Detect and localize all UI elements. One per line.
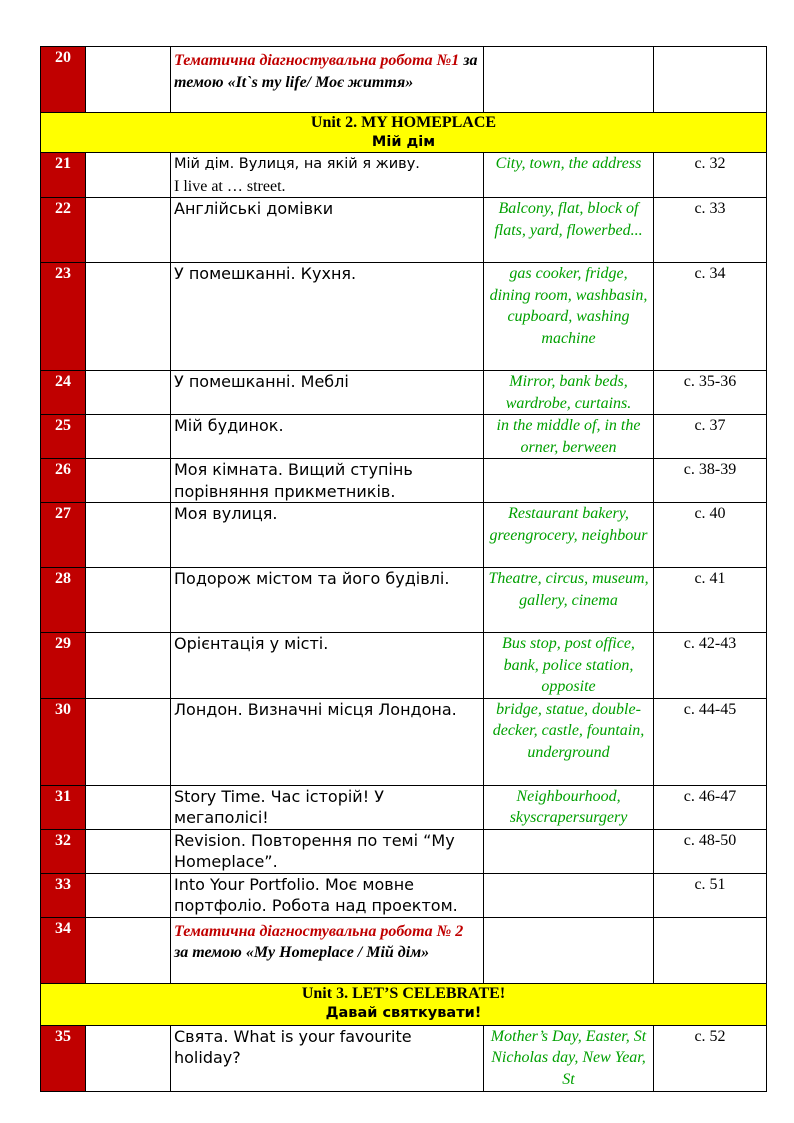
- table-row: [41, 785, 767, 829]
- unit-header: [41, 113, 767, 153]
- topic-cell: Подорож містом та його будівлі.: [171, 568, 484, 633]
- unit-title: Unit 2. MY HOMEPLACE: [310, 114, 497, 131]
- row-number: 31: [41, 785, 86, 829]
- unit-header-cell: [41, 113, 767, 153]
- diagnostic-label: Тематична діагностувальна робота № 2: [174, 922, 464, 940]
- empty-cell: [86, 785, 171, 829]
- row-number: 35: [41, 1025, 86, 1091]
- topic-text: Мій дім. Вулиця, на якій я живу.: [174, 156, 420, 172]
- empty-cell: [86, 873, 171, 917]
- row-number: 27: [41, 503, 86, 568]
- topic-text-line2: I live at … street.: [174, 177, 286, 195]
- empty-cell: [86, 371, 171, 415]
- page-ref: с. 42-43: [654, 633, 767, 699]
- page-ref: с. 37: [654, 415, 767, 459]
- diagnostic-topic: за темою «It`s my life/ Моє життя»: [174, 52, 478, 91]
- vocab-cell: Balcony, flat, block of flats, yard, flowerbed...: [484, 198, 654, 263]
- empty-cell: [86, 263, 171, 371]
- row-number: 21: [41, 153, 86, 198]
- page-ref: с. 44-45: [654, 698, 767, 785]
- vocab-cell: Neighbourhood, skyscrapersurgery: [484, 785, 654, 829]
- empty-cell: [86, 1025, 171, 1091]
- table-row: [41, 415, 767, 459]
- row-number: 33: [41, 873, 86, 917]
- table-row: [41, 1025, 767, 1091]
- topic-cell: [171, 153, 484, 198]
- row-number: 34: [41, 917, 86, 983]
- table-row: [41, 503, 767, 568]
- vocab-cell: City, town, the address: [484, 153, 654, 198]
- unit-header-cell: [41, 983, 767, 1025]
- vocab-cell: gas cooker, fridge, dining room, washbasin, cupboard, washing machine: [484, 263, 654, 371]
- page-ref: [654, 917, 767, 983]
- unit-title: Unit 3. LET’S CELEBRATE!: [301, 984, 506, 1002]
- vocab-cell: Theatre, circus, museum, gallery, cinema: [484, 568, 654, 633]
- page-ref: с. 38-39: [654, 459, 767, 503]
- vocab-cell: [484, 917, 654, 983]
- topic-cell: [171, 917, 484, 983]
- unit-subtitle: Давай святкувати!: [325, 1004, 482, 1021]
- table-row: [41, 829, 767, 873]
- vocab-cell: in the middle of, in the orner, berween: [484, 415, 654, 459]
- row-number: 28: [41, 568, 86, 633]
- table-row: [41, 873, 767, 917]
- row-number: 24: [41, 371, 86, 415]
- vocab-cell: Restaurant bakery, greengrocery, neighbour: [484, 503, 654, 568]
- page-ref: с. 48-50: [654, 829, 767, 873]
- row-number: 29: [41, 633, 86, 699]
- row-number: 30: [41, 698, 86, 785]
- diagnostic-label: Тематична діагностувальна робота №1: [174, 52, 460, 69]
- row-number: 32: [41, 829, 86, 873]
- vocab-cell: [484, 873, 654, 917]
- topic-cell: Лондон. Визначні місця Лондона.: [171, 698, 484, 785]
- unit-subtitle: Мій дім: [371, 134, 436, 150]
- topic-cell: Моя вулиця.: [171, 503, 484, 568]
- vocab-cell: [484, 829, 654, 873]
- empty-cell: [86, 698, 171, 785]
- table-row: [41, 153, 767, 198]
- page-ref: [654, 47, 767, 113]
- vocab-cell: Bus stop, post office, bank, police station, opposite: [484, 633, 654, 699]
- vocab-cell: bridge, statue, double-decker, castle, fountain, underground: [484, 698, 654, 785]
- page-ref: с. 35-36: [654, 371, 767, 415]
- page-ref: с. 41: [654, 568, 767, 633]
- topic-cell: Англійські домівки: [171, 198, 484, 263]
- row-number: 20: [41, 47, 86, 113]
- table-row: [41, 47, 767, 113]
- lesson-plan-table: [40, 46, 767, 1092]
- table-row: [41, 698, 767, 785]
- empty-cell: [86, 917, 171, 983]
- topic-cell: Revision. Повторення по темі “My Homeplace”.: [171, 829, 484, 873]
- table-row: [41, 263, 767, 371]
- page-ref: с. 32: [654, 153, 767, 198]
- row-number: 25: [41, 415, 86, 459]
- vocab-cell: [484, 459, 654, 503]
- topic-cell: Into Your Portfolio. Моє мовне портфоліо. Робота над проектом.: [171, 873, 484, 917]
- row-number: 23: [41, 263, 86, 371]
- topic-cell: Моя кімната. Вищий ступінь порівняння прикметників.: [171, 459, 484, 503]
- diagnostic-topic: за темою «My Homeplace / Мій дім»: [174, 944, 430, 961]
- vocab-cell: Mirror, bank beds, wardrobe, curtains.: [484, 371, 654, 415]
- page-ref: с. 51: [654, 873, 767, 917]
- topic-cell: [171, 47, 484, 113]
- empty-cell: [86, 198, 171, 263]
- page-ref: с. 33: [654, 198, 767, 263]
- unit-header: [41, 983, 767, 1025]
- lesson-plan-page: [40, 46, 766, 1092]
- empty-cell: [86, 633, 171, 699]
- page-ref: с. 46-47: [654, 785, 767, 829]
- empty-cell: [86, 415, 171, 459]
- vocab-cell: Mother’s Day, Easter, St Nicholas day, New Year, St: [484, 1025, 654, 1091]
- table-row: [41, 459, 767, 503]
- page-ref: с. 34: [654, 263, 767, 371]
- topic-cell: Орієнтація у місті.: [171, 633, 484, 699]
- empty-cell: [86, 568, 171, 633]
- table-row: [41, 568, 767, 633]
- topic-cell: У помешканні. Меблі: [171, 371, 484, 415]
- topic-cell: У помешканні. Кухня.: [171, 263, 484, 371]
- page-ref: с. 52: [654, 1025, 767, 1091]
- page-ref: с. 40: [654, 503, 767, 568]
- vocab-cell: [484, 47, 654, 113]
- table-row: [41, 633, 767, 699]
- table-row: [41, 917, 767, 983]
- table-row: [41, 198, 767, 263]
- topic-cell: Свята. What is your favourite holiday?: [171, 1025, 484, 1091]
- empty-cell: [86, 153, 171, 198]
- empty-cell: [86, 829, 171, 873]
- empty-cell: [86, 503, 171, 568]
- topic-cell: Мій будинок.: [171, 415, 484, 459]
- table-row: [41, 371, 767, 415]
- empty-cell: [86, 459, 171, 503]
- row-number: 22: [41, 198, 86, 263]
- topic-cell: Story Time. Час історій! У мегаполісі!: [171, 785, 484, 829]
- row-number: 26: [41, 459, 86, 503]
- empty-cell: [86, 47, 171, 113]
